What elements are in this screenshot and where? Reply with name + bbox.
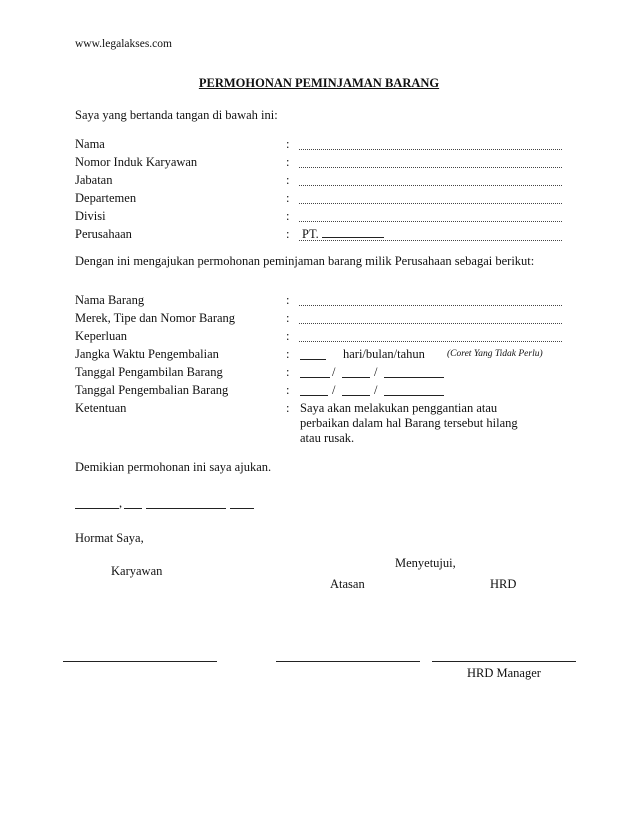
request-paragraph: Dengan ini mengajukan permohonan peminjaman barang milik Perusahaan sebagai berikut: xyxy=(75,254,535,268)
employee-signature-line[interactable] xyxy=(63,661,217,662)
colon: : xyxy=(286,401,290,415)
ketentuan-line-1: Saya akan melakukan penggantian atau xyxy=(300,401,498,415)
superior-signature-line[interactable] xyxy=(276,661,420,662)
field-label-departemen: Departemen xyxy=(75,191,137,205)
date-separator: / xyxy=(374,365,378,379)
field-label-jangka-waktu: Jangka Waktu Pengembalian xyxy=(75,347,219,361)
intro-text: Saya yang bertanda tangan di bawah ini: xyxy=(75,108,278,122)
field-label-nama-barang: Nama Barang xyxy=(75,293,145,307)
colon: : xyxy=(286,347,290,361)
field-label-divisi: Divisi xyxy=(75,209,106,223)
colon: : xyxy=(286,137,290,151)
colon: : xyxy=(286,329,290,343)
pengambilan-day-blank[interactable] xyxy=(300,377,330,378)
field-label-merek: Merek, Tipe dan Nomor Barang xyxy=(75,311,236,325)
colon: : xyxy=(286,311,290,325)
field-label-nama: Nama xyxy=(75,137,105,151)
colon: : xyxy=(286,227,290,241)
approve-text: Menyetujui, xyxy=(395,556,456,570)
nik-input-line[interactable] xyxy=(299,167,562,168)
ketentuan-line-2: perbaikan dalam hal Barang tersebut hilang xyxy=(300,416,518,430)
merek-input-line[interactable] xyxy=(299,323,562,324)
field-label-tanggal-pengembalian: Tanggal Pengembalian Barang xyxy=(75,383,229,397)
date-month-blank[interactable] xyxy=(146,508,226,509)
colon: : xyxy=(286,155,290,169)
place-blank[interactable] xyxy=(75,508,119,509)
signer-superior-label: Atasan xyxy=(330,577,365,591)
document-title: PERMOHONAN PEMINJAMAN BARANG xyxy=(198,76,440,90)
date-day-blank[interactable] xyxy=(124,508,142,509)
hrd-signature-line[interactable] xyxy=(432,661,576,662)
pengambilan-month-blank[interactable] xyxy=(342,377,370,378)
closing-text: Demikian permohonan ini saya ajukan. xyxy=(75,460,272,474)
jangka-note: (Coret Yang Tidak Perlu) xyxy=(447,349,543,359)
colon: : xyxy=(286,173,290,187)
jabatan-input-line[interactable] xyxy=(299,185,562,186)
field-label-jabatan: Jabatan xyxy=(75,173,113,187)
date-separator: / xyxy=(332,365,336,379)
field-label-nik: Nomor Induk Karyawan xyxy=(75,155,198,169)
divisi-input-line[interactable] xyxy=(299,221,562,222)
ketentuan-line-3: atau rusak. xyxy=(300,431,355,445)
date-separator: / xyxy=(374,383,378,397)
jangka-units: hari/bulan/tahun xyxy=(343,347,425,361)
colon: : xyxy=(286,191,290,205)
perusahaan-prefix: PT. xyxy=(302,227,319,241)
pengembalian-day-blank[interactable] xyxy=(300,395,328,396)
perusahaan-input-line[interactable] xyxy=(299,240,562,241)
place-date-comma: , xyxy=(119,496,123,510)
nama-input-line[interactable] xyxy=(299,149,562,150)
colon: : xyxy=(286,383,290,397)
regards-text: Hormat Saya, xyxy=(75,531,144,545)
field-label-perusahaan: Perusahaan xyxy=(75,227,132,241)
colon: : xyxy=(286,209,290,223)
field-label-ketentuan: Ketentuan xyxy=(75,401,127,415)
colon: : xyxy=(286,365,290,379)
perusahaan-blank[interactable] xyxy=(322,237,384,238)
date-separator: / xyxy=(332,383,336,397)
colon: : xyxy=(286,293,290,307)
jangka-waktu-blank[interactable] xyxy=(300,359,326,360)
signer-hrd-label: HRD xyxy=(490,577,517,591)
hrd-manager-label: HRD Manager xyxy=(467,666,541,680)
pengambilan-year-blank[interactable] xyxy=(384,377,444,378)
pengembalian-year-blank[interactable] xyxy=(384,395,444,396)
pengembalian-month-blank[interactable] xyxy=(342,395,370,396)
keperluan-input-line[interactable] xyxy=(299,341,562,342)
date-year-blank[interactable] xyxy=(230,508,254,509)
field-label-tanggal-pengambilan: Tanggal Pengambilan Barang xyxy=(75,365,223,379)
website-url: www.legalakses.com xyxy=(75,38,172,50)
departemen-input-line[interactable] xyxy=(299,203,562,204)
signer-employee-label: Karyawan xyxy=(111,564,163,578)
nama-barang-input-line[interactable] xyxy=(299,305,562,306)
field-label-keperluan: Keperluan xyxy=(75,329,128,343)
